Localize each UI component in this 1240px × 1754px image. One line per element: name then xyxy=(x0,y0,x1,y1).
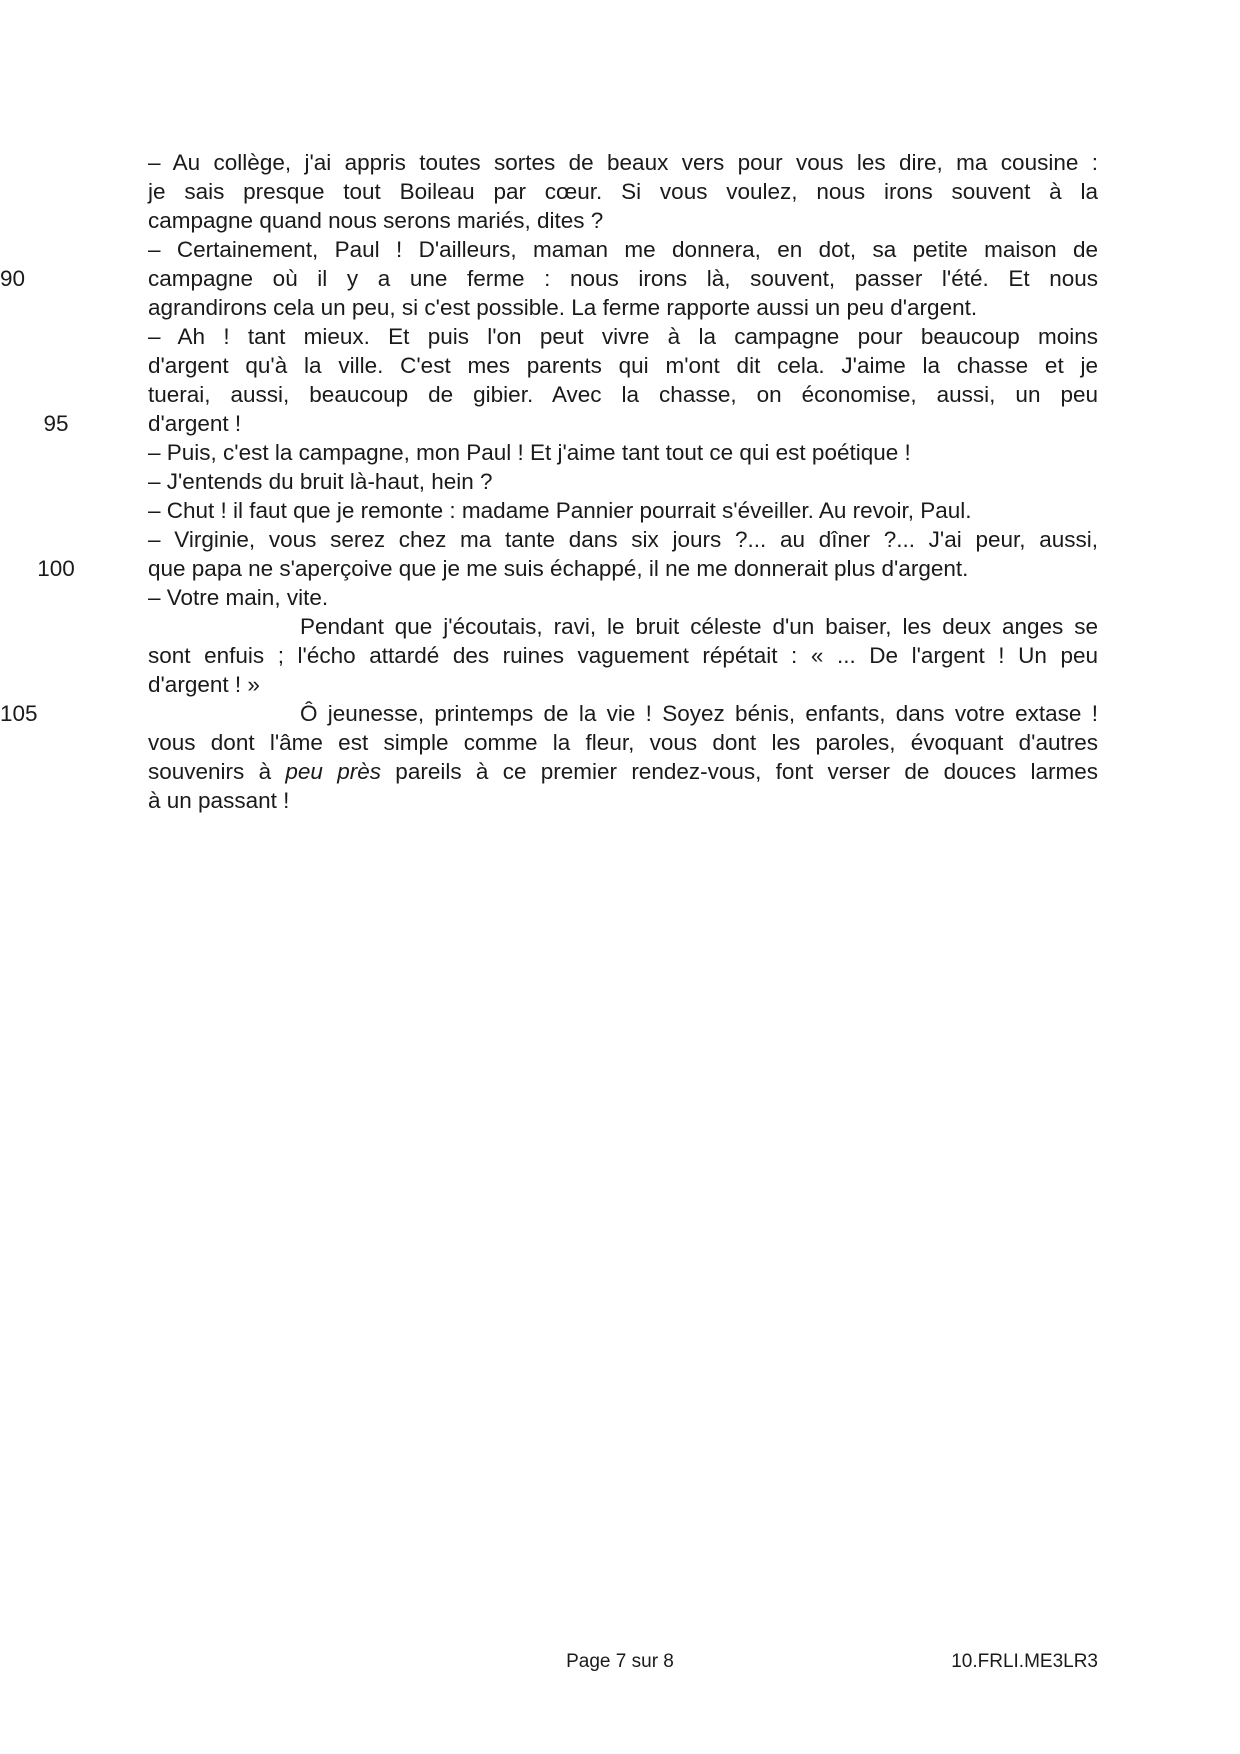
line-text: campagne où il y a une ferme : nous irons là, souvent, passer l'été. Et nous xyxy=(148,266,1098,291)
line-text: d'argent qu'à la ville. C'est mes parents qui m'ont dit cela. J'aime la chasse et je xyxy=(148,353,1098,378)
text-line xyxy=(148,438,1098,467)
text-line xyxy=(148,641,1098,670)
line-number: 90 xyxy=(0,266,26,291)
document-code: 10.FRLI.ME3LR3 xyxy=(951,1651,1098,1672)
line-number: 100 xyxy=(37,556,75,581)
line-text: d'argent ! » xyxy=(148,672,260,697)
text-line xyxy=(148,728,1098,757)
text-line xyxy=(148,235,1098,264)
line-text: – J'entends du bruit là-haut, hein ? xyxy=(148,469,493,494)
italic-phrase: peu près xyxy=(285,759,382,784)
line-text-segment: pareils à ce premier rendez-vous, font verser de douces larmes xyxy=(381,759,1098,784)
text-line xyxy=(148,322,1098,351)
line-text: campagne quand nous serons mariés, dites ? xyxy=(148,208,604,233)
line-text: je sais presque tout Boileau par cœur. Si vous voulez, nous irons souvent à la xyxy=(148,179,1098,204)
text-line xyxy=(148,525,1098,554)
line-text: Ô jeunesse, printemps de la vie ! Soyez bénis, enfants, dans votre extase ! xyxy=(300,701,1098,726)
text-line xyxy=(148,757,1098,786)
text-line xyxy=(148,380,1098,409)
line-text: que papa ne s'aperçoive que je me suis échappé, il ne me donnerait plus d'argent. xyxy=(148,556,969,581)
line-text: – Au collège, j'ai appris toutes sortes de beaux vers pour vous les dire, ma cousine : xyxy=(148,150,1098,175)
line-number: 95 xyxy=(43,411,69,436)
text-line xyxy=(37,554,1098,583)
text-line xyxy=(148,467,1098,496)
page-number: Page 7 sur 8 xyxy=(566,1651,674,1672)
line-text: – Votre main, vite. xyxy=(148,585,329,610)
text-line xyxy=(148,670,1098,699)
text-line xyxy=(148,496,1098,525)
line-text: sont enfuis ; l'écho attardé des ruines vaguement répétait : « ... De l'argent ! Un peu xyxy=(148,643,1098,668)
line-text: tuerai, aussi, beaucoup de gibier. Avec la chasse, on économise, aussi, un peu xyxy=(148,382,1098,407)
line-text: – Certainement, Paul ! D'ailleurs, maman me donnera, en dot, sa petite maison de xyxy=(148,237,1098,262)
line-text: agrandirons cela un peu, si c'est possible. La ferme rapporte aussi un peu d'argent. xyxy=(148,295,978,320)
line-text: vous dont l'âme est simple comme la fleur, vous dont les paroles, évoquant d'autres xyxy=(148,730,1098,755)
line-text: à un passant ! xyxy=(148,788,290,813)
line-text: – Puis, c'est la campagne, mon Paul ! Et j'aime tant tout ce qui est poétique ! xyxy=(148,440,911,465)
line-text: – Chut ! il faut que je remonte : madame Pannier pourrait s'éveiller. Au revoir, Paul. xyxy=(148,498,972,523)
text-line xyxy=(148,786,1098,815)
line-text: Pendant que j'écoutais, ravi, le bruit céleste d'un baiser, les deux anges se xyxy=(300,614,1098,639)
line-text-segment: souvenirs à xyxy=(148,759,286,784)
text-line xyxy=(0,699,1098,728)
text-line xyxy=(148,293,1098,322)
line-number: 105 xyxy=(0,701,38,726)
line-text: – Ah ! tant mieux. Et puis l'on peut vivre à la campagne pour beaucoup moins xyxy=(148,324,1098,349)
line-text xyxy=(148,759,1098,784)
line-text: – Virginie, vous serez chez ma tante dans six jours ?... au dîner ?... J'ai peur, aussi, xyxy=(148,527,1098,552)
text-line xyxy=(148,206,1098,235)
text-line xyxy=(0,264,1098,293)
text-block xyxy=(0,148,1098,815)
line-text: d'argent ! xyxy=(148,411,242,436)
text-line xyxy=(148,612,1098,641)
text-line xyxy=(148,148,1098,177)
text-line xyxy=(43,409,1098,438)
text-line xyxy=(148,351,1098,380)
text-line xyxy=(148,583,1098,612)
text-line xyxy=(148,177,1098,206)
